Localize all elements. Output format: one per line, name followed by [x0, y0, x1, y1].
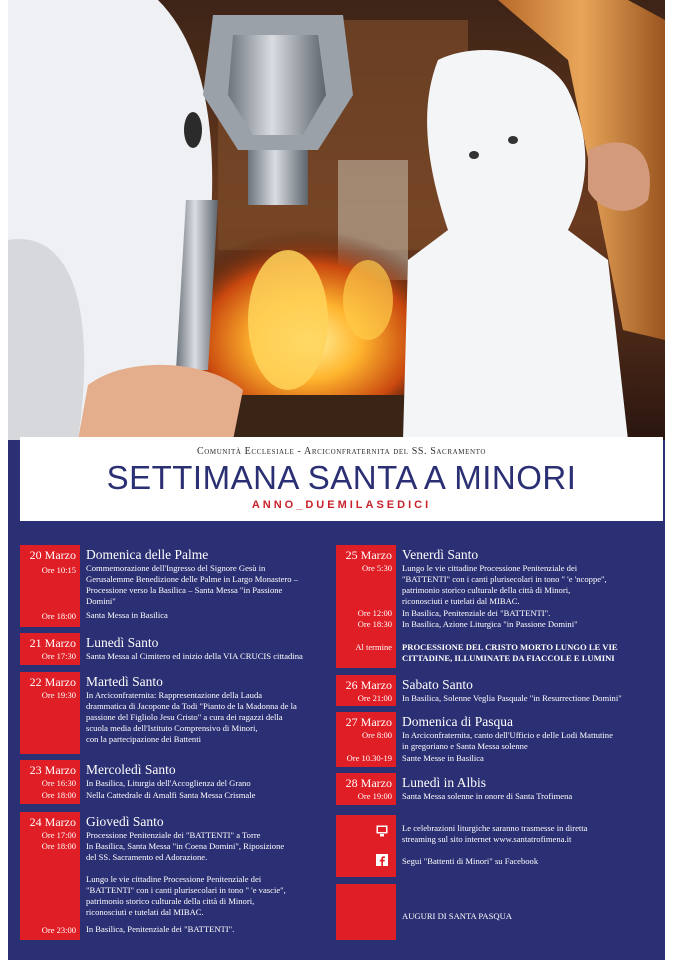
event-line: In Basilica, Solenne Veglia Pasquale "in Resurrectione Domini": [402, 693, 622, 703]
event-line: Lungo le vie cittadine Processione Penitenziale dei: [402, 563, 578, 573]
event-time: Ore 10:15: [41, 565, 76, 575]
monitor-icon: [376, 825, 388, 837]
event-20-marzo: [20, 545, 333, 627]
event-body: [396, 545, 656, 668]
event-27-marzo: [336, 712, 656, 767]
info-streaming: [336, 815, 656, 877]
event-body: [80, 672, 333, 754]
date-box: [336, 675, 396, 706]
event-line: Santa Messa in Basilica: [86, 610, 168, 620]
date-box: [20, 812, 80, 940]
event-body: [80, 812, 333, 940]
page-title: SETTIMANA SANTA A MINORI: [106, 459, 577, 496]
event-line: In Basilica, Penitenziale dei "BATTENTI".: [86, 924, 235, 934]
event-time: Ore 18:00: [41, 841, 76, 851]
date-box: [20, 633, 80, 665]
event-line: patrimonio storico culturale della città di Minori,: [402, 585, 571, 595]
event-date: 28 Marzo: [345, 776, 392, 790]
event-line: "BATTENTI" con i canti plurisecolari in tono " 'e vascie",: [86, 885, 286, 895]
event-day: Lunedì Santo: [86, 635, 159, 650]
event-time: Ore 18:30: [357, 619, 392, 629]
event-day: Lunedì in Albis: [402, 775, 486, 790]
event-line: Domini": [86, 596, 116, 606]
date-box: [336, 545, 396, 668]
year-label: ANNO_DUEMILASEDICI: [251, 499, 432, 511]
event-line: PROCESSIONE DEL CRISTO MORTO LUNGO LE VIE: [402, 642, 618, 652]
event-28-marzo: [336, 773, 656, 805]
event-line: passione del Figliolo Jesu Cristo" a cura dei ragazzi della: [86, 712, 283, 722]
streaming-line: Le celebrazioni liturgiche saranno trasmesse in diretta: [402, 823, 588, 833]
procession-photo: [8, 0, 665, 440]
event-24-marzo: [20, 812, 333, 940]
event-time: Ore 17:30: [41, 651, 76, 661]
event-line: Processione verso la Basilica – Santa Messa "in Passione: [86, 585, 283, 595]
event-time: Ore 16:30: [41, 778, 76, 788]
event-line: riconosciuti e tutelati dal MIBAC.: [402, 596, 520, 606]
event-line: Sante Messe in Basilica: [402, 753, 484, 763]
event-body: [80, 545, 333, 627]
event-line: Commemorazione dell'Ingresso del Signore Gesù in: [86, 563, 266, 573]
event-day: Sabato Santo: [402, 677, 473, 692]
event-22-marzo: [20, 672, 333, 754]
date-box: [20, 760, 80, 804]
event-time: Ore 19:00: [357, 791, 392, 801]
date-box: [336, 712, 396, 767]
facebook-line[interactable]: Segui "Battenti di Minori" su Facebook: [402, 856, 539, 866]
event-line: Lungo le vie cittadine Processione Penitenziale dei: [86, 874, 262, 884]
event-date: 24 Marzo: [29, 815, 76, 829]
greeting-block: [336, 884, 656, 940]
event-time: Ore 18:00: [41, 611, 76, 621]
event-day: Mercoledì Santo: [86, 762, 176, 777]
greeting-body: [396, 884, 656, 940]
event-time: Ore 18:00: [41, 790, 76, 800]
date-box: [20, 672, 80, 754]
event-time: Ore 17:00: [41, 830, 76, 840]
event-date: 22 Marzo: [29, 675, 76, 689]
event-day: Venerdì Santo: [402, 547, 479, 562]
event-date: 20 Marzo: [29, 548, 76, 562]
info-body: [396, 815, 656, 877]
event-25-marzo: [336, 545, 656, 668]
event-line: "BATTENTI" con i canti plurisecolari in tono " 'e 'ncoppe",: [402, 574, 607, 584]
event-21-marzo: [20, 633, 333, 665]
event-body: [80, 633, 333, 665]
date-box: [20, 545, 80, 627]
event-line: in gregoriano e Santa Messa solenne: [402, 741, 528, 751]
event-time: Al termine: [355, 642, 392, 652]
event-body: [80, 760, 333, 804]
facebook-icon[interactable]: [376, 854, 388, 866]
event-time: Ore 8:00: [362, 730, 392, 740]
event-date: 21 Marzo: [29, 636, 76, 650]
event-line: Nella Cattedrale di Amalfi Santa Messa Crismale: [86, 790, 256, 800]
event-time: Ore 10.30-19: [346, 753, 392, 763]
event-line: del SS. Sacramento ed Adorazione.: [86, 852, 208, 862]
event-date: 25 Marzo: [345, 548, 392, 562]
event-time: Ore 21:00: [357, 693, 392, 703]
event-26-marzo: [336, 675, 656, 706]
event-line: In Arciconfraternita, canto dell'Ufficio e delle Lodi Mattutine: [402, 730, 613, 740]
event-line: drammatica di Jacopone da Todi "Pianto de la Madonna de la: [86, 701, 297, 711]
event-line: In Basilica, Azione Liturgica "in Passione Domini": [402, 619, 578, 629]
event-line: CITTADINE, ILLUMINATE DA FIACCOLE E LUMINI: [402, 653, 615, 663]
event-line: Gerusalemme Benedizione delle Palme in Largo Monastero –: [86, 574, 298, 584]
streaming-url-line[interactable]: streaming sul sito internet www.santatrofimena.it: [402, 834, 572, 844]
event-date: 26 Marzo: [345, 678, 392, 692]
event-line: Processione Penitenziale dei "BATTENTI" a Torre: [86, 830, 261, 840]
event-time: Ore 12:00: [357, 608, 392, 618]
event-time: Ore 19:30: [41, 690, 76, 700]
event-line: In Arciconfraternita: Rappresentazione della Lauda: [86, 690, 263, 700]
event-line: patrimonio storico culturale della città di Minori,: [86, 896, 255, 906]
event-line: In Basilica, Santa Messa "in Coena Domini", Riposizione: [86, 841, 285, 851]
event-day: Domenica di Pasqua: [402, 714, 513, 729]
community-subtitle: Comunità Ecclesiale - Arciconfraternita del SS. Sacramento: [196, 446, 487, 457]
event-time: Ore 5:30: [362, 563, 392, 573]
event-time: Ore 23:00: [41, 925, 76, 935]
event-line: Santa Messa solenne in onore di Santa Trofimena: [402, 791, 573, 801]
event-body: [396, 712, 656, 767]
event-23-marzo: [20, 760, 333, 804]
greeting-text: AUGURI DI SANTA PASQUA: [402, 911, 513, 921]
event-line: In Basilica, Penitenziale dei "BATTENTI".: [402, 608, 551, 618]
event-day: Domenica delle Palme: [86, 547, 209, 562]
info-box: [336, 815, 396, 877]
event-date: 23 Marzo: [29, 763, 76, 777]
event-line: In Basilica, Liturgia dell'Accoglienza del Grano: [86, 778, 251, 788]
event-date: 27 Marzo: [345, 715, 392, 729]
event-line: riconosciuti e tutelati dal MIBAC.: [86, 907, 204, 917]
event-day: Martedì Santo: [86, 674, 163, 689]
greeting-box: [336, 884, 396, 940]
event-day: Giovedì Santo: [86, 814, 164, 829]
title-band: [20, 437, 663, 521]
event-line: scuola media dell'Istituto Comprensivo di Minori,: [86, 723, 258, 733]
event-body: [396, 773, 656, 805]
poster: [8, 0, 665, 960]
event-line: Santa Messa al Cimitero ed inizio della VIA CRUCIS cittadina: [86, 651, 303, 661]
event-line: con la partecipazione dei Battenti: [86, 734, 202, 744]
event-body: [396, 675, 656, 706]
date-box: [336, 773, 396, 805]
